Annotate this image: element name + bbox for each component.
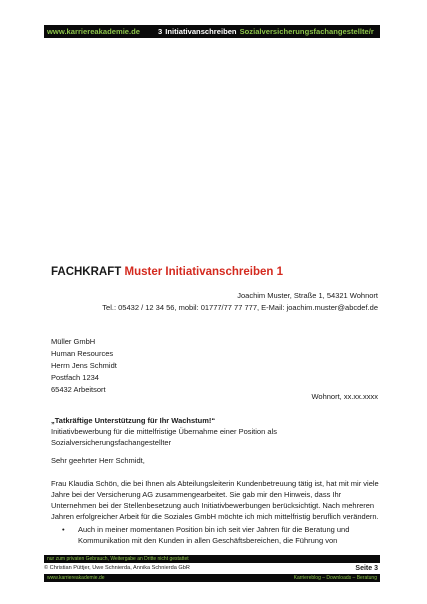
- letter-subject: [51, 415, 381, 448]
- bullet-icon: •: [62, 525, 65, 534]
- subject-line: Sozialversicherungsfachangestellter: [51, 438, 172, 447]
- header-topic: Initiativanschreiben: [165, 27, 237, 36]
- document-heading: [51, 266, 283, 278]
- page-number: Seite 3: [355, 565, 378, 572]
- recipient-line: Müller GmbH: [51, 337, 96, 346]
- header-number: 3: [158, 27, 163, 36]
- recipient-address: [51, 336, 117, 396]
- header-site[interactable]: www.karriereakademie.de: [47, 27, 141, 36]
- footer-site-link[interactable]: www.karriereakademie.de: [47, 575, 105, 581]
- salutation: Sehr geehrter Herr Schmidt,: [51, 456, 145, 465]
- footer-notice: nur zum privaten Gebrauch, Weitergabe an Dritte nicht gestattet: [44, 555, 380, 563]
- subject-title: „Tatkräftige Unterstützung für Ihr Wachstum!“: [51, 416, 216, 425]
- header-bar: [44, 25, 380, 38]
- header-profession: Sozialversicherungsfachangestellte/r: [239, 27, 374, 36]
- sender-address: Joachim Muster, Straße 1, 54321 Wohnort: [237, 291, 378, 300]
- recipient-line: Human Resources: [51, 349, 114, 358]
- footer-copyright: © Christian Püttjer, Uwe Schnierda, Annika Schnierda GbR: [44, 565, 190, 571]
- sender-contact: Tel.: 05432 / 12 34 56, mobil: 01777/77 77 777, E-Mail: joachim.muster@abcdef.de: [102, 303, 378, 312]
- letter-date: Wohnort, xx.xx.xxxx: [311, 392, 378, 401]
- bullet-text: Auch in meiner momentanen Position bin ich seit vier Jahren für die Beratung und Kommunikation mit den Kunden in allen Geschäftsbereichen, die Führung von: [78, 525, 350, 545]
- recipient-line: 65432 Arbeitsort: [51, 385, 106, 394]
- footer-links[interactable]: Karriereblog – Downloads – Beratung: [293, 575, 377, 581]
- heading-prefix: FACHKRAFT: [51, 266, 122, 278]
- subject-line: Initiativbewerbung für die mittelfristige Übernahme einer Position als: [51, 427, 277, 436]
- footer-info: [44, 564, 380, 573]
- body-paragraph: Frau Klaudia Schön, die bei Ihnen als Abteilungsleiterin Kundenbetreuung tätig ist, hat mit mir viele Jahre bei der Versicherung AG zusammengearbeitet. Sie gab mir den Hinweis, dass Ihr Unternehmen bei der Stellenbesetzung auch Initiativbewerbungen berücksichtigt. Nach mehreren Jahren erfolgreicher Arbeit für die Soziales GmbH möchte ich mich mittelfristig beruflich verändern.: [51, 479, 379, 521]
- footer-bar: [44, 574, 380, 582]
- bullet-item: [51, 524, 381, 546]
- recipient-line: Postfach 1234: [51, 373, 99, 382]
- heading-accent: Muster Initiativanschreiben 1: [124, 266, 283, 278]
- recipient-line: Herrn Jens Schmidt: [51, 361, 117, 370]
